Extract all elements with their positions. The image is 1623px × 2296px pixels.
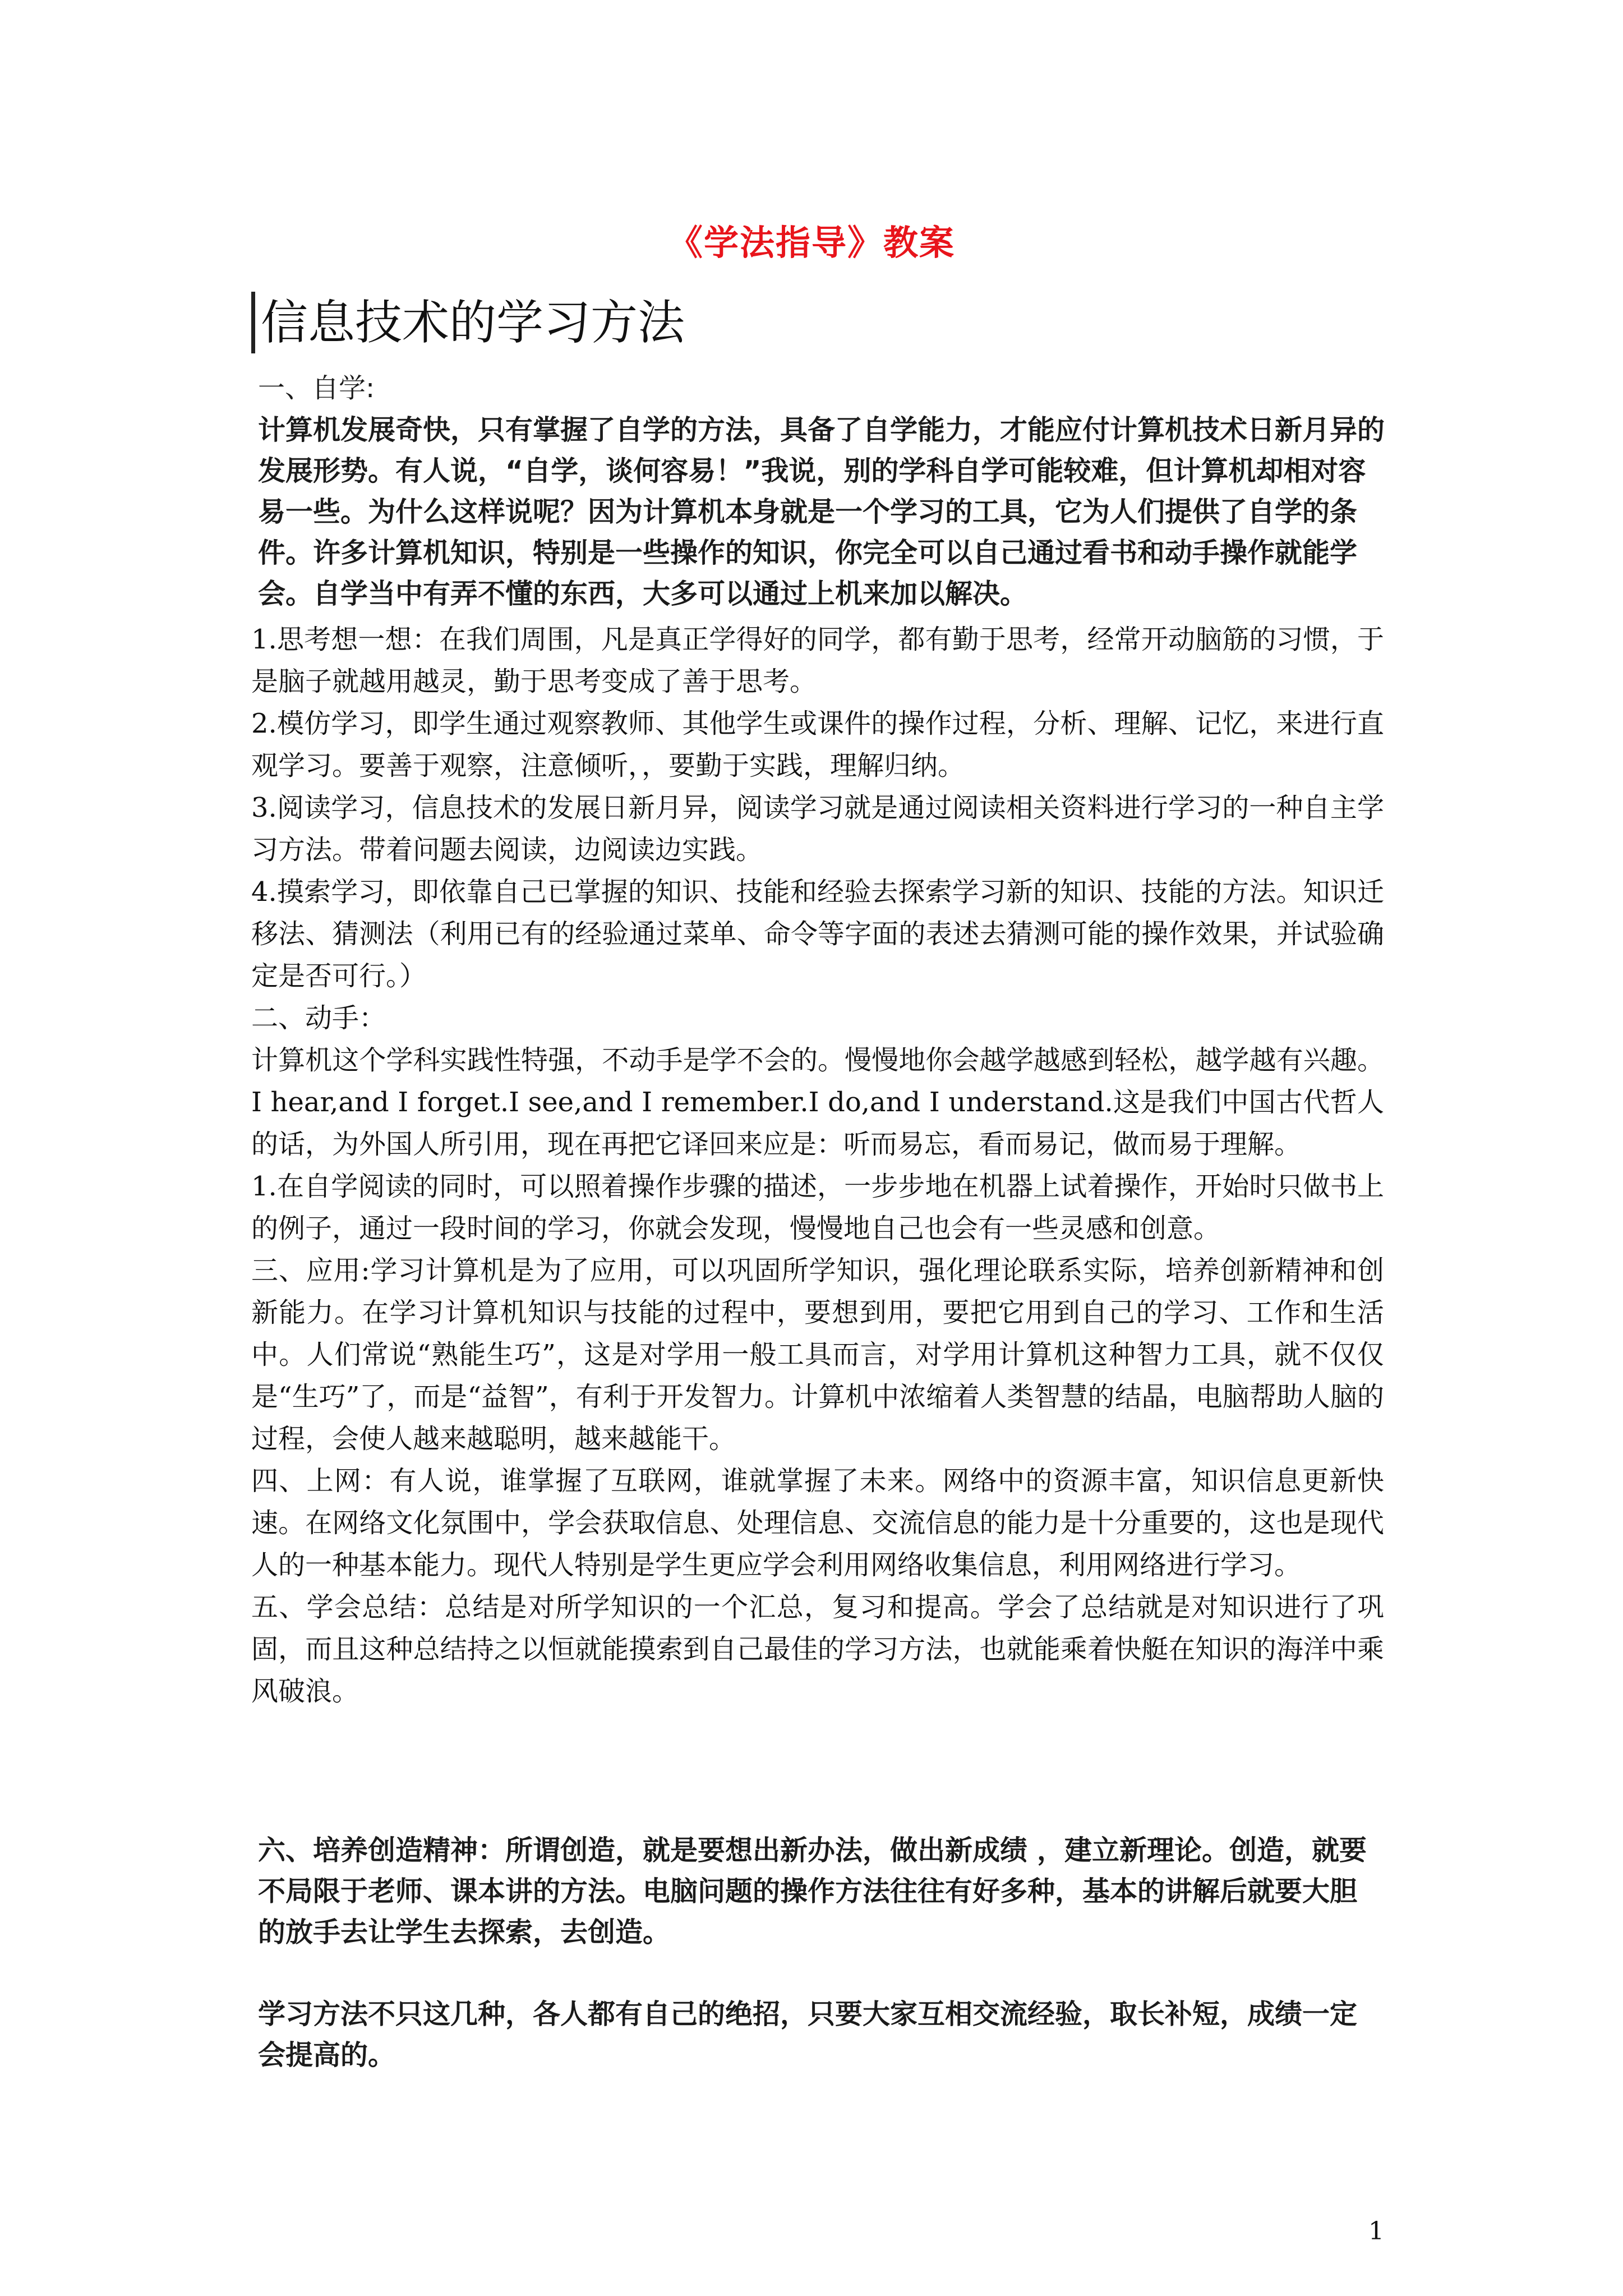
paragraph-think: 1.思考想一想：在我们周围，凡是真正学得好的同学，都有勤于思考，经常开动脑筋的习惯，于是脑子就越用越灵，勤于思考变成了善于思考。 (251, 624, 1384, 697)
document-title: 《学法指导》教案 (667, 222, 955, 263)
paragraph-summary: 五、学会总结：总结是对所学知识的一个汇总，复习和提高。学会了总结就是对知识进行了巩固，而且这种总结持之以恒就能摸索到自己最佳的学习方法，也就能乘着快艇在知识的海洋中乘风破浪。 (251, 1591, 1384, 1707)
paragraph-imitate: 2.模仿学习，即学生通过观察教师、其他学生或课件的操作过程，分析、理解、记忆，来进行直观学习。要善于观察，注意倾听，，要勤于实践，理解归纳。 (251, 708, 1384, 781)
closing-paragraph: 学习方法不只这几种，各人都有自己的绝招，只要大家互相交流经验，取长补短，成绩一定会提高的。 (258, 1998, 1358, 2071)
section-heading: 信息技术的学习方法 (261, 295, 685, 350)
section-heading-hands-on: 二、动手： (251, 1002, 386, 1034)
paragraph-internet: 四、上网：有人说，谁掌握了互联网，谁就掌握了未来。网络中的资源丰富，知识信息更新快速。在网络文化氛围中，学会获取信息、处理信息、交流信息的能力是十分重要的，这也是现代人的一种基本能力。现代人特别是学生更应学会利用网络收集信息，利用网络进行学习。 (251, 1465, 1384, 1581)
paragraph-hands-on: 计算机这个学科实践性特强，不动手是学不会的。慢慢地你会越学越感到轻松，越学越有兴趣。I hear,and I forget.I see,and I remember.I do,and I understand.这是我们中国古代哲人的话，为外国人所引用，现在再把它译回来应是：听而易忘，看而易记，做而易于理解。 (251, 1045, 1384, 1160)
main-body (251, 619, 1384, 1713)
subheading-self-study: 一、自学: (258, 372, 375, 404)
page-number: 1 (1368, 2217, 1384, 2246)
paragraph-application: 三、应用:学习计算机是为了应用，可以巩固所学知识，强化理论联系实际，培养创新精神和创新能力。在学习计算机知识与技能的过程中，要想到用，要把它用到自己的学习、工作和生活中。人们常说“熟能生巧”，这是对学用一般工具而言，对学用计算机这种智力工具，就不仅仅是“生巧”了，而是“益智”，有利于开发智力。计算机中浓缩着人类智慧的结晶，电脑帮助人脑的过程，会使人越来越聪明，越来越能干。 (251, 1255, 1384, 1455)
intro-paragraph: 计算机发展奇快，只有掌握了自学的方法，具备了自学能力，才能应付计算机技术日新月异的发展形势。有人说，“自学，谈何容易！”我说，别的学科自学可能较难，但计算机却相对容易一些。为什么这样说呢？因为计算机本身就是一个学习的工具，它为人们提供了自学的条件。许多计算机知识，特别是一些操作的知识，你完全可以自己通过看书和动手操作就能学会。自学当中有弄不懂的东西，大多可以通过上机来加以解决。 (258, 414, 1385, 610)
paragraph-explore: 4.摸索学习，即依靠自己已掌握的知识、技能和经验去探索学习新的知识、技能的方法。知识迁移法、猜测法（利用已有的经验通过菜单、命令等字面的表述去猜测可能的操作效果，并试验确定是否可行。） (251, 876, 1384, 992)
paragraph-reading: 3.阅读学习，信息技术的发展日新月异，阅读学习就是通过阅读相关资料进行学习的一种自主学习方法。带着问题去阅读，边阅读边实践。 (251, 792, 1384, 866)
paragraph-creativity: 六、培养创造精神：所谓创造，就是要想出新办法，做出新成绩 ，建立新理论。创造，就要不局限于老师、课本讲的方法。电脑问题的操作方法往往有好多种，基本的讲解后就要大胆的放手去让学生去探索，去创造。 (258, 1834, 1367, 1948)
heading-box (251, 292, 685, 353)
paragraph-practice: 1.在自学阅读的同时，可以照着操作步骤的描述，一步步地在机器上试着操作，开始时只做书上的例子，通过一段时间的学习，你就会发现，慢慢地自己也会有一些灵感和创意。 (251, 1171, 1384, 1244)
